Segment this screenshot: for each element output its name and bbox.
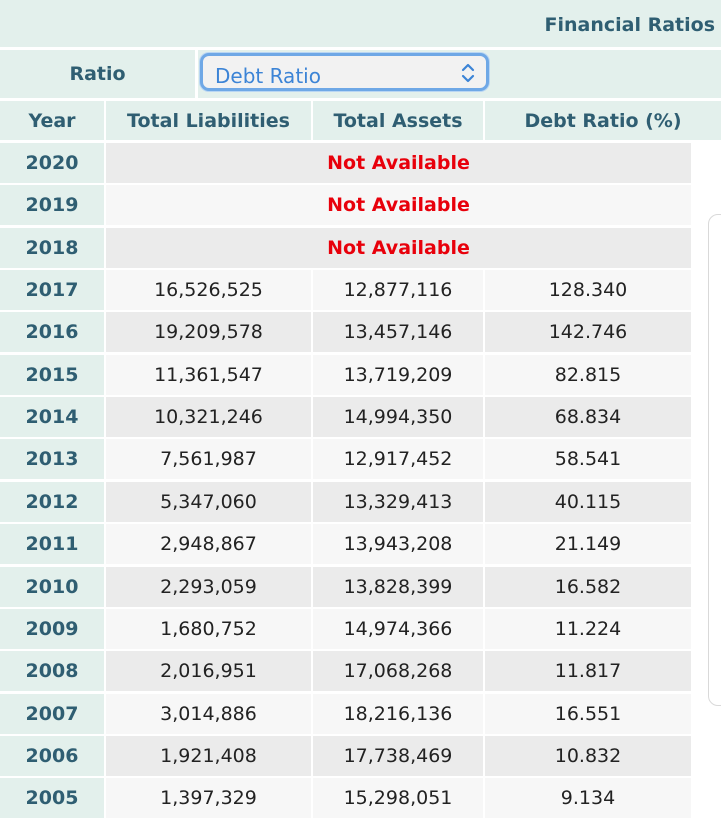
ratio-label: Ratio [0, 50, 195, 98]
scroll-area-edge [708, 214, 721, 706]
table-row [0, 609, 721, 651]
table-row [0, 143, 721, 185]
debt-ratio-cell: 16.582 [485, 567, 691, 607]
debt-ratio-cell: 16.551 [485, 694, 691, 734]
total-liabilities-cell: 1,921,408 [106, 736, 311, 776]
total-liabilities-cell: 16,526,525 [106, 270, 311, 310]
total-assets-cell: 13,828,399 [313, 567, 483, 607]
table-row [0, 524, 721, 566]
ratio-dropdown[interactable] [200, 53, 489, 91]
year-cell: 2010 [0, 567, 104, 607]
total-assets-cell: 12,877,116 [313, 270, 483, 310]
total-assets-cell: 12,917,452 [313, 439, 483, 479]
ratio-selector-row [0, 50, 721, 98]
debt-ratio-cell: 11.817 [485, 651, 691, 691]
year-cell: 2007 [0, 694, 104, 734]
year-cell: 2018 [0, 228, 104, 268]
debt-ratio-cell: 21.149 [485, 524, 691, 564]
year-cell: 2009 [0, 609, 104, 649]
table-row [0, 439, 721, 481]
total-assets-cell: 17,738,469 [313, 736, 483, 776]
total-assets-cell: 17,068,268 [313, 651, 483, 691]
table-row [0, 651, 721, 693]
not-available-cell: Not Available [106, 143, 691, 183]
year-cell: 2012 [0, 482, 104, 522]
total-assets-cell: 15,298,051 [313, 778, 483, 818]
total-assets-cell: 13,719,209 [313, 355, 483, 395]
debt-ratio-cell: 9.134 [485, 778, 691, 818]
table-row [0, 778, 721, 820]
table-row [0, 736, 721, 778]
table-row [0, 482, 721, 524]
total-liabilities-cell: 2,016,951 [106, 651, 311, 691]
year-cell: 2015 [0, 355, 104, 395]
year-cell: 2013 [0, 439, 104, 479]
debt-ratio-cell: 68.834 [485, 397, 691, 437]
column-header-year: Year [0, 101, 104, 140]
debt-ratio-cell: 10.832 [485, 736, 691, 776]
chevron-up-down-icon [460, 61, 476, 85]
table-row [0, 185, 721, 227]
table-row [0, 228, 721, 270]
total-liabilities-cell: 11,361,547 [106, 355, 311, 395]
total-assets-cell: 18,216,136 [313, 694, 483, 734]
table-row [0, 312, 721, 354]
total-assets-cell: 13,943,208 [313, 524, 483, 564]
column-header-total-liabilities: Total Liabilities [106, 101, 311, 140]
total-liabilities-cell: 1,397,329 [106, 778, 311, 818]
page-title: Financial Ratios [544, 14, 715, 36]
total-liabilities-cell: 1,680,752 [106, 609, 311, 649]
year-cell: 2016 [0, 312, 104, 352]
column-header-total-assets: Total Assets [313, 101, 483, 140]
total-liabilities-cell: 2,948,867 [106, 524, 311, 564]
total-assets-cell: 14,994,350 [313, 397, 483, 437]
table-row [0, 270, 721, 312]
total-assets-cell: 14,974,366 [313, 609, 483, 649]
not-available-cell: Not Available [106, 185, 691, 225]
total-assets-cell: 13,457,146 [313, 312, 483, 352]
ratio-dropdown-value: Debt Ratio [215, 64, 321, 88]
total-liabilities-cell: 2,293,059 [106, 567, 311, 607]
debt-ratio-cell: 11.224 [485, 609, 691, 649]
total-liabilities-cell: 3,014,886 [106, 694, 311, 734]
year-cell: 2011 [0, 524, 104, 564]
column-header-debt-ratio: Debt Ratio (%) [485, 101, 721, 140]
year-cell: 2005 [0, 778, 104, 818]
debt-ratio-cell: 58.541 [485, 439, 691, 479]
table-row [0, 694, 721, 736]
year-cell: 2019 [0, 185, 104, 225]
debt-ratio-cell: 40.115 [485, 482, 691, 522]
total-liabilities-cell: 10,321,246 [106, 397, 311, 437]
debt-ratio-cell: 128.340 [485, 270, 691, 310]
not-available-cell: Not Available [106, 228, 691, 268]
total-liabilities-cell: 5,347,060 [106, 482, 311, 522]
top-bar [0, 0, 721, 47]
year-cell: 2006 [0, 736, 104, 776]
year-cell: 2017 [0, 270, 104, 310]
year-cell: 2020 [0, 143, 104, 183]
total-liabilities-cell: 7,561,987 [106, 439, 311, 479]
year-cell: 2008 [0, 651, 104, 691]
total-liabilities-cell: 19,209,578 [106, 312, 311, 352]
debt-ratio-cell: 82.815 [485, 355, 691, 395]
table-row [0, 567, 721, 609]
year-cell: 2014 [0, 397, 104, 437]
debt-ratio-cell: 142.746 [485, 312, 691, 352]
total-assets-cell: 13,329,413 [313, 482, 483, 522]
table-row [0, 397, 721, 439]
table-row [0, 355, 721, 397]
